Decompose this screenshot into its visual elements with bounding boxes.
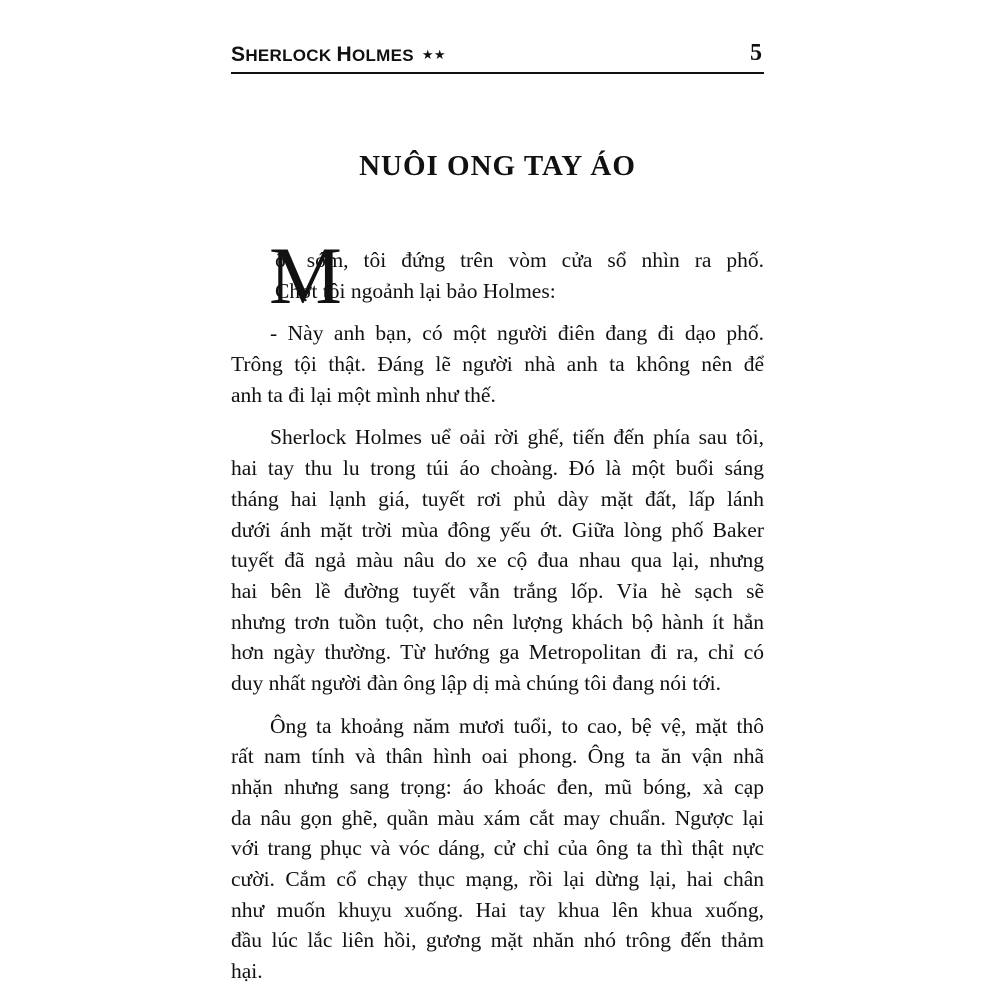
text-line: hai tay thu lu trong túi áo choàng. Đó là một buổi sáng bbox=[231, 456, 764, 481]
text-line: tháng hai lạnh giá, tuyết rơi phủ dày mặt đất, lấp lánh bbox=[231, 486, 764, 511]
drop-cap: M bbox=[269, 230, 342, 321]
text-line: đầu lúc lắc liên hồi, gương mặt nhăn nhó trông đến thảm bbox=[231, 928, 764, 953]
book-title-part: HERLOCK bbox=[245, 46, 337, 65]
text-line: Trông tội thật. Đáng lẽ người nhà anh ta không nên để bbox=[231, 352, 764, 377]
text-line: với trang phục và vóc dáng, cử chỉ của ông ta thì thật nực bbox=[231, 836, 764, 861]
book-title-part: H bbox=[336, 43, 352, 66]
star-icon: ★★ bbox=[421, 48, 446, 63]
text-line: hơn ngày thường. Từ hướng ga Metropolitan đi ra, chỉ có bbox=[231, 640, 764, 665]
paragraph bbox=[231, 318, 764, 410]
book-title-part: OLMES bbox=[351, 46, 414, 65]
page-number: 5 bbox=[750, 40, 762, 66]
paragraph bbox=[231, 422, 764, 698]
text-line: rất nam tính và thân hình oai phong. Ông ta ăn vận nhã bbox=[231, 744, 764, 769]
text-line: tuyết đã ngả màu nâu do xe cộ đua nhau qua lại, nhưng bbox=[231, 548, 764, 573]
text-line: như muốn khuỵu xuống. Hai tay khua lên khua xuống, bbox=[231, 897, 764, 922]
chapter-body bbox=[231, 230, 764, 987]
text-line: hai bên lề đường tuyết vẫn trắng lốp. Vỉa hè sạch sẽ bbox=[231, 578, 764, 603]
text-line: cười. Cắm cổ chạy thục mạng, rồi lại dừng lại, hai chân bbox=[231, 867, 764, 892]
book-title bbox=[231, 43, 446, 67]
text-line: nhưng trơn tuồn tuột, cho nên lượng khách bộ hành ít hẳn bbox=[231, 609, 764, 634]
running-header bbox=[231, 38, 764, 74]
paragraph-gap bbox=[231, 410, 764, 422]
book-title-part: S bbox=[231, 43, 246, 66]
text-line: - Này anh bạn, có một người điên đang đi dạo phố. bbox=[270, 321, 764, 346]
paragraph bbox=[231, 711, 764, 987]
text-line: dưới ánh mặt trời mùa đông yếu ớt. Giữa lòng phố Baker bbox=[231, 517, 764, 542]
paragraph-gap bbox=[231, 699, 764, 711]
text-line: Sherlock Holmes uể oải rời ghế, tiến đến phía sau tôi, bbox=[270, 425, 764, 450]
text-line: hại. bbox=[231, 959, 263, 984]
text-line: Chợt tôi ngoảnh lại bảo Holmes: bbox=[275, 278, 556, 303]
text-line: da nâu gọn ghẽ, quần màu xám cắt may chuẩn. Ngược lại bbox=[231, 805, 764, 830]
text-line: ột sớm, tôi đứng trên vòm cửa sổ nhìn ra phố. bbox=[275, 248, 764, 272]
text-line: nhặn nhưng sang trọng: áo khoác đen, mũ bóng, xà cạp bbox=[231, 775, 764, 799]
text-line: Ông ta khoảng năm mươi tuổi, to cao, bệ vệ, mặt thô bbox=[270, 713, 764, 738]
chapter-title: NUÔI ONG TAY ÁO bbox=[359, 150, 636, 182]
text-line: duy nhất người đàn ông lập dị mà chúng tôi đang nói tới. bbox=[231, 670, 722, 695]
text-line: anh ta đi lại một mình như thế. bbox=[231, 382, 496, 407]
